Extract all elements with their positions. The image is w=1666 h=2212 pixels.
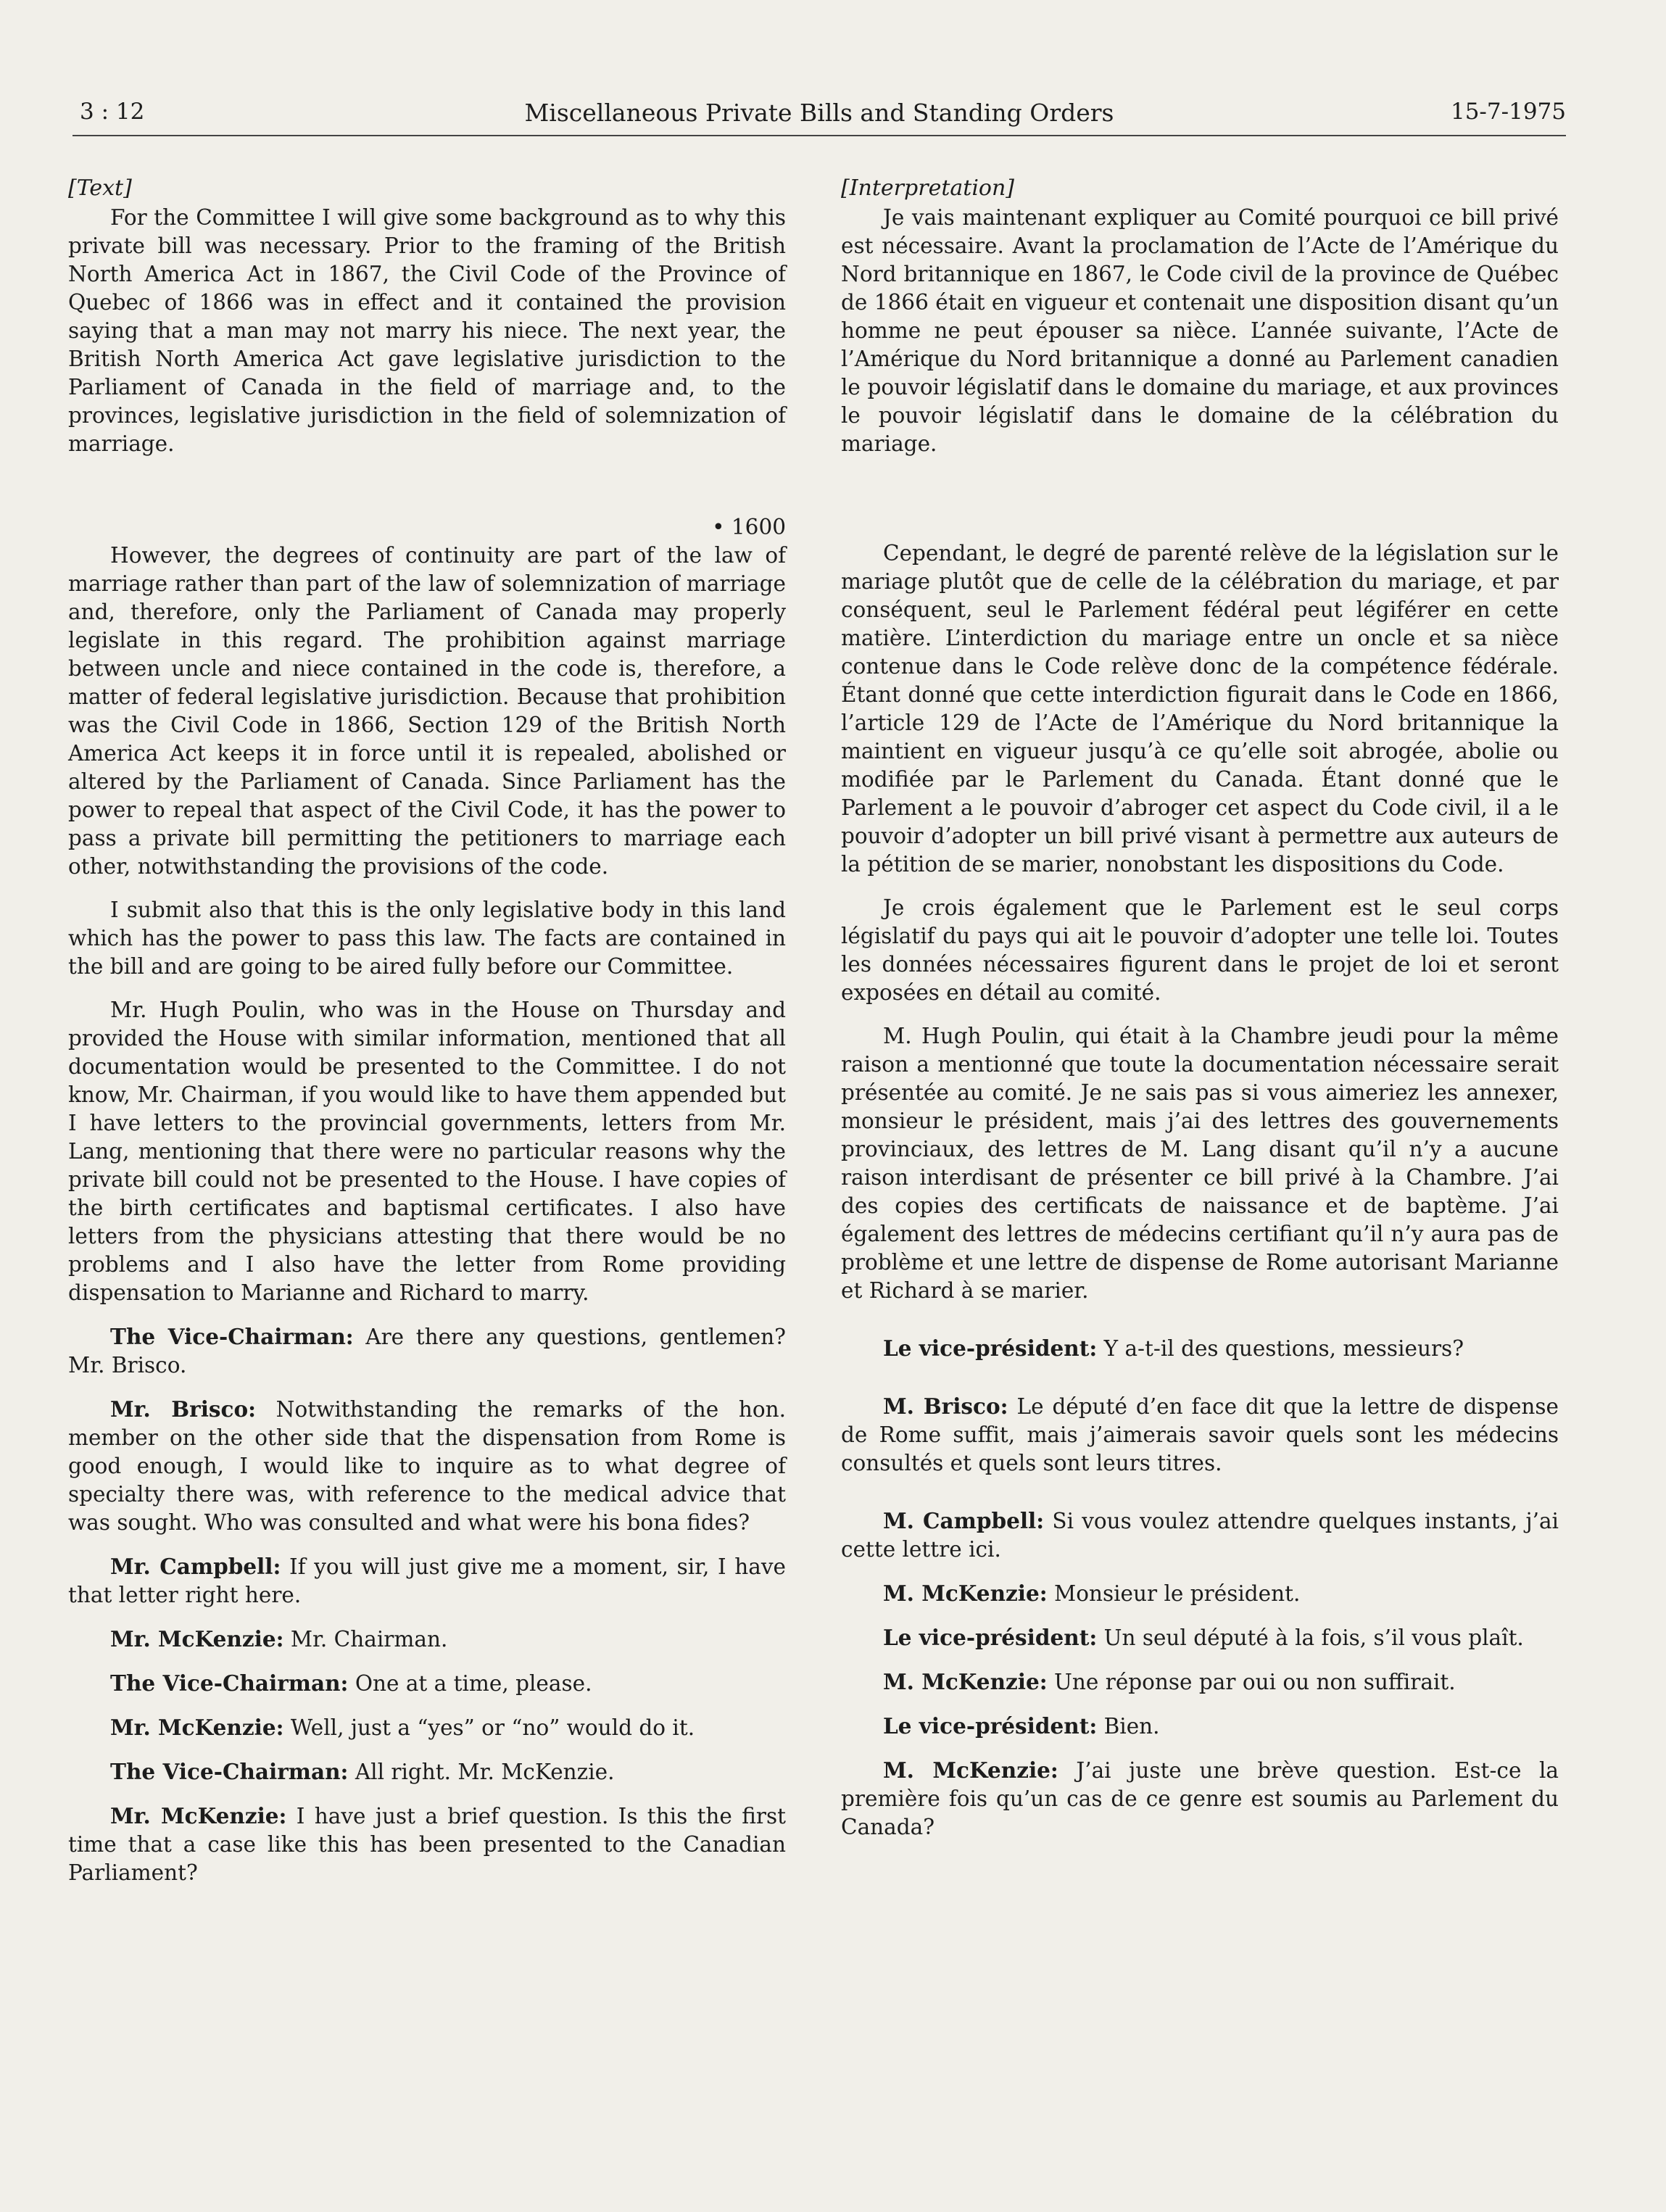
speaker-name: Le vice-président:: [883, 1713, 1098, 1739]
speech: [841, 1392, 1559, 1478]
speech-text: Mr. Chairman.: [283, 1627, 448, 1652]
paragraph: Je vais maintenant expliquer au Comité pourquoi ce bill privé est nécessaire. Avant la proclamation de l’Acte de l’Amérique du Nord britannique en 1867, le Code civil de la province de Québec de 1866 était en vigueur et contenait une disposition disant qu’un homme ne peut épouser sa nièce. L’année suivante, l’Acte de l’Amérique du Nord britannique a donné au Parlement canadien le pouvoir législatif dans le domaine du mariage, et aux provinces le pouvoir législatif dans le domaine de la célébration du mariage.: [841, 205, 1559, 456]
speech: [841, 1334, 1559, 1363]
speech-text: Well, just a “yes” or “no” would do it.: [283, 1715, 695, 1740]
speaker-name: Mr. McKenzie:: [110, 1715, 284, 1740]
speech-text: If you will just give me a moment, sir, I have that letter right here.: [68, 1554, 787, 1607]
speaker-name: Mr. McKenzie:: [110, 1803, 287, 1828]
speech: [68, 1322, 786, 1380]
french-column: [841, 174, 1559, 1842]
speech: [68, 1757, 786, 1786]
speech: [841, 1712, 1559, 1741]
speaker-name: M. McKenzie:: [883, 1581, 1048, 1606]
speech-text: Y a-t-il des questions, messieurs?: [1097, 1336, 1464, 1361]
speech-text: Si vous voulez attendre quelques instants, j’ai cette lettre ici.: [841, 1509, 1559, 1562]
speaker-name: Mr. McKenzie:: [110, 1626, 284, 1652]
speaker-name: Le vice-président:: [883, 1625, 1098, 1650]
speech: [841, 1579, 1559, 1608]
time-marker: • 1600: [712, 515, 786, 539]
paragraph: However, the degrees of continuity are part of the law of marriage rather than part of the law of solemnization of marriage and, therefore, only the Parliament of Canada may properly legislate in this regard. The prohibition against marriage between uncle and niece contained in the code is, therefore, a matter of federal legislative jurisdiction. Because that prohibition was the Civil Code in 1866, Section 129 of the British North America Act keeps it in force until it is repealed, abolished or altered by the Parliament of Canada. Since Parliament has the power to repeal that aspect of the Civil Code, it has the power to pass a private bill permitting the petitioners to marriage each other, notwithstanding the provisions of the code.: [68, 543, 786, 879]
speech-text: All right. Mr. McKenzie.: [348, 1760, 615, 1784]
speech-text: Bien.: [1097, 1714, 1160, 1739]
speech-text: Un seul député à la fois, s’il vous plaît.: [1097, 1625, 1524, 1650]
paragraph: Cependant, le degré de parenté relève de la législation sur le mariage plutôt que de celle de la célébration du mariage, et par conséquent, seul le Parlement fédéral peut légiférer en cette matière. L’interdiction du mariage entre un oncle et sa nièce contenue dans le Code relève donc de la compétence fédérale. Étant donné que cette interdiction figurait dans le Code en 1866, l’article 129 de l’Acte de l’Amérique du Nord britannique la maintient en vigueur jusqu’à ce qu’elle soit abrogée, abolie ou modifiée par le Parlement du Canada. Étant donné que le Parlement a le pouvoir d’abroger cet aspect du Code civil, il a le pouvoir d’adopter un bill privé visant à permettre aux auteurs de la pétition de se marier, nonobstant les dispositions du Code.: [841, 541, 1559, 877]
speech-text: One at a time, please.: [348, 1671, 592, 1696]
paragraph: Mr. Hugh Poulin, who was in the House on Thursday and provided the House with similar information, mentioned that all documentation would be presented to the Committee. I do not know, Mr. Chairman, if you would like to have them appended but I have letters to the provincial governments, letters from Mr. Lang, mentioning that there were no particular reasons why the private bill could not be presented to the House. I have copies of the birth certificates and baptismal certificates. I also have letters from the physicians attesting that there would be no problems and I also have the letter from Rome providing dispensation to Marianne and Richard to marry.: [68, 998, 786, 1305]
speech: [841, 1756, 1559, 1842]
speaker-name: The Vice-Chairman:: [110, 1670, 349, 1696]
speaker-name: Mr. Brisco:: [110, 1396, 257, 1422]
speaker-name: M. Campbell:: [883, 1508, 1045, 1533]
running-title: Miscellaneous Private Bills and Standing Orders: [524, 99, 1114, 127]
paragraph: I submit also that this is the only legislative body in this land which has the power to pass this law. The facts are contained in the bill and are going to be aired fully before our Committee.: [68, 898, 786, 979]
speech: [841, 1623, 1559, 1652]
speech: [68, 1713, 786, 1742]
speaker-name: M. McKenzie:: [883, 1669, 1048, 1694]
speech-text: Notwithstanding the remarks of the hon. member on the other side that the dispensation from Rome is good enough, I would like to inquire as to what degree of specialty there was, with reference to the medical advice that was sought. Who was consulted and what were his bona fides?: [68, 1397, 786, 1535]
column-gap: [841, 458, 1559, 539]
speaker-name: The Vice-Chairman:: [110, 1759, 349, 1784]
speech: [841, 1507, 1559, 1564]
page-header: [72, 94, 1566, 136]
speech-text: Le député d’en face dit que la lettre de dispense de Rome suffit, mais j’aimerais savoir quels sont les médecins consultés et quels sont leurs titres.: [841, 1394, 1559, 1475]
speech-text: Monsieur le président.: [1047, 1581, 1301, 1606]
paragraph: For the Committee I will give some background as to why this private bill was necessary. Prior to the framing of the British North America Act in 1867, the Civil Code of the Province of Quebec of 1866 was in effect and it contained the provision saying that a man may not marry his niece. The next year, the British North America Act gave legislative jurisdiction to the Parliament of Canada in the field of marriage and, to the provinces, legislative jurisdiction in the field of solemnization of marriage.: [68, 205, 786, 456]
speech: [68, 1802, 786, 1887]
speaker-name: The Vice-Chairman:: [110, 1324, 354, 1349]
speech-text: Une réponse par oui ou non suffirait.: [1047, 1670, 1456, 1694]
section-tag-text: [Text]: [68, 175, 132, 201]
speaker-name: Le vice-président:: [883, 1335, 1098, 1361]
speech: [68, 1552, 786, 1610]
speech: [68, 1395, 786, 1537]
speech: [68, 1669, 786, 1698]
speech-text: J’ai juste une brève question. Est-ce la première fois qu’un cas de ce genre est soumis au Parlement du Canada?: [841, 1758, 1559, 1839]
speaker-name: Mr. Campbell:: [110, 1554, 281, 1579]
english-column: [68, 174, 786, 1887]
paragraph: M. Hugh Poulin, qui était à la Chambre jeudi pour la même raison a mentionné que toute la documentation nécessaire serait présentée au comité. Je ne sais pas si vous aimeriez les annexer, monsieur le président, mais j’ai des lettres des gouvernements provinciaux, des lettres de M. Lang disant qu’il n’y a aucune raison interdisant de présenter ce bill privé à la Chambre. J’ai des copies des certificats de naissance et de baptème. J’ai également des lettres de médecins certifiant qu’il n’y aura pas de problème et une lettre de dispense de Rome autorisant Marianne et Richard à se marier.: [841, 1024, 1559, 1303]
speech: [68, 1625, 786, 1654]
page-number: 3 : 12: [80, 99, 145, 125]
speech-text: I have just a brief question. Is this the first time that a case like this has been presented to the Canadian Parliament?: [68, 1804, 786, 1885]
speaker-name: M. McKenzie:: [883, 1757, 1058, 1783]
page-date: 15-7-1975: [1450, 99, 1566, 125]
speech-text: Are there any questions, gentlemen? Mr. Brisco.: [68, 1325, 786, 1378]
speaker-name: M. Brisco:: [883, 1393, 1008, 1419]
section-tag-interpretation: [Interpretation]: [841, 175, 1015, 201]
speech: [841, 1668, 1559, 1697]
paragraph: Je crois également que le Parlement est le seul corps législatif du pays qui ait le pouvoir d’adopter une telle loi. Toutes les données nécessaires figurent dans le projet de loi et seront exposées en détail au comité.: [841, 895, 1559, 1005]
